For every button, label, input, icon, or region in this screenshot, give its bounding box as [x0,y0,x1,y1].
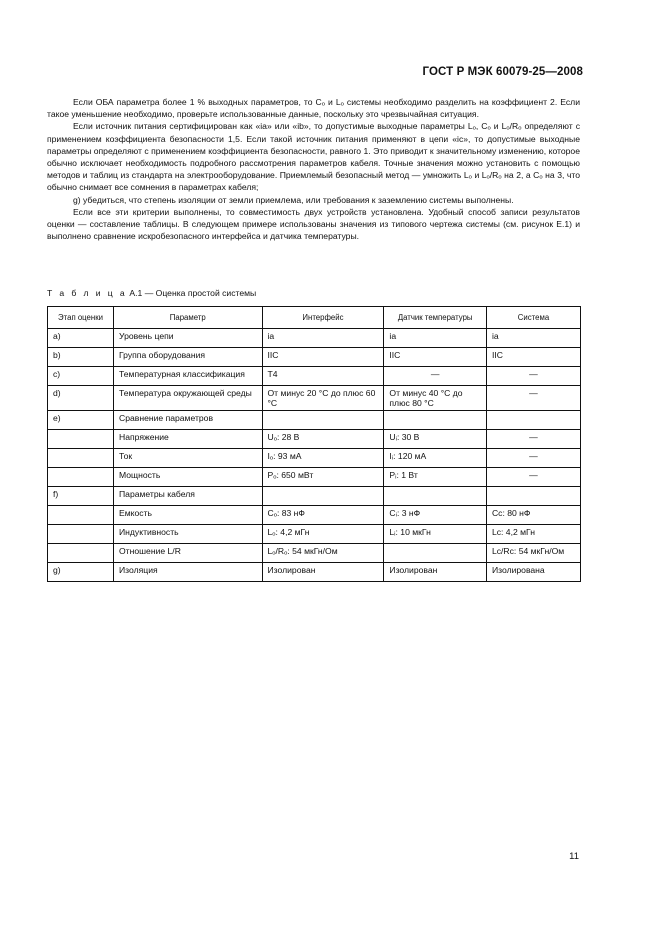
table-cell-system: — [486,430,580,449]
table-cell-iface: Lₒ: 4,2 мГн [262,525,384,544]
table-cell-system [486,411,580,430]
table-cell-system: Изолирована [486,563,580,582]
table-cell-system: ia [486,329,580,348]
table-cell-stage [48,525,114,544]
table-header-row [48,307,581,329]
table-cell-system: Lc/Rc: 54 мкГн/Ом [486,544,580,563]
table-cell-system: — [486,468,580,487]
table-cell-iface: От минус 20 °C до плюс 60 °C [262,386,384,411]
table-cell-stage: f) [48,487,114,506]
table-cell-system: IIC [486,348,580,367]
header-parameter: Параметр [114,307,263,329]
table-row [48,449,581,468]
table-cell-system: — [486,386,580,411]
table-cell-param: Уровень цепи [114,329,263,348]
table-cell-stage [48,449,114,468]
table-cell-system [486,487,580,506]
table-cell-stage: d) [48,386,114,411]
table-cell-stage: g) [48,563,114,582]
table-row [48,468,581,487]
table-cell-param: Отношение L/R [114,544,263,563]
table-row [48,487,581,506]
header-system: Система [486,307,580,329]
table-cell-param: Напряжение [114,430,263,449]
table-cell-sensor: Uᵢ: 30 В [384,430,487,449]
table-cell-iface: Изолирован [262,563,384,582]
header-stage: Этап оценки [48,307,114,329]
table-cell-param: Группа оборудования [114,348,263,367]
caption-number: A.1 [129,288,143,298]
table-cell-param: Мощность [114,468,263,487]
page-number: 11 [569,851,579,862]
table-cell-stage [48,468,114,487]
table-cell-sensor: — [384,367,487,386]
table-row [48,329,581,348]
table-cell-iface: ia [262,329,384,348]
table-cell-param: Емкость [114,506,263,525]
table-body [48,329,581,582]
table-row [48,525,581,544]
table-row [48,430,581,449]
table-cell-stage [48,544,114,563]
table-cell-param: Параметры кабеля [114,487,263,506]
table-row [48,386,581,411]
table-cell-sensor: Изолирован [384,563,487,582]
table-cell-stage: e) [48,411,114,430]
header-sensor: Датчик температуры [384,307,487,329]
body-text [47,96,580,242]
table-cell-iface: Uₒ: 28 В [262,430,384,449]
table-cell-param: Температура окружающей среды [114,386,263,411]
table-row [48,506,581,525]
table-cell-sensor: От минус 40 °C до плюс 80 °C [384,386,487,411]
table-cell-param: Сравнение параметров [114,411,263,430]
table-cell-system: — [486,449,580,468]
table-cell-system: — [486,367,580,386]
table-cell-stage: c) [48,367,114,386]
table-cell-system: Cc: 80 нФ [486,506,580,525]
table-cell-sensor: Iᵢ: 120 мА [384,449,487,468]
table-cell-sensor: ia [384,329,487,348]
table-cell-sensor: IIC [384,348,487,367]
table-cell-iface: IIC [262,348,384,367]
table-cell-param: Изоляция [114,563,263,582]
table-cell-param: Ток [114,449,263,468]
table-cell-stage: b) [48,348,114,367]
table-cell-sensor [384,411,487,430]
paragraph: g) убедиться, что степень изоляции от земли приемлема, или требования к заземлению системы выполнены. [73,194,514,205]
table-cell-iface: Pₒ: 650 мВт [262,468,384,487]
table-cell-sensor: Cᵢ: 3 нФ [384,506,487,525]
table-row [48,411,581,430]
table-row [48,563,581,582]
caption-title: — Оценка простой системы [144,288,257,298]
paragraph: Если ОБА параметра более 1 % выходных параметров, то Cₒ и Lₒ системы необходимо разделить на коэффициент 2. Если такое уменьшение необходимо, проверьте использованные данные, поскольку это чрезвычайная ситуация. [47,97,580,120]
table-cell-param: Температурная классификация [114,367,263,386]
table-cell-sensor [384,487,487,506]
table-row [48,367,581,386]
table-cell-iface: Lₒ/Rₒ: 54 мкГн/Ом [262,544,384,563]
table-cell-iface: Iₒ: 93 мА [262,449,384,468]
table-cell-sensor: Pᵢ: 1 Вт [384,468,487,487]
paragraph: Если все эти критерии выполнены, то совместимость двух устройств установлена. Удобный способ записи результатов оценки — составление таблицы. В следующем примере использованы значения из типового чертежа системы (см. рисунок Е.1) и выполнено сравнение искробезопасного интерфейса и датчика температуры. [47,206,580,242]
table-cell-iface: T4 [262,367,384,386]
table-row [48,348,581,367]
table-cell-sensor [384,544,487,563]
table-row [48,544,581,563]
document-header: ГОСТ Р МЭК 60079-25—2008 [422,66,583,78]
table-cell-sensor: Lᵢ: 10 мкГн [384,525,487,544]
table-cell-system: Lc: 4,2 мГн [486,525,580,544]
header-interface: Интерфейс [262,307,384,329]
table-cell-iface: Cₒ: 83 нФ [262,506,384,525]
table-cell-stage [48,430,114,449]
table-cell-iface [262,411,384,430]
caption-label: Т а б л и ц а [47,288,127,298]
table-cell-stage: a) [48,329,114,348]
table-cell-stage [48,506,114,525]
table-cell-param: Индуктивность [114,525,263,544]
assessment-table [47,306,581,582]
table-cell-iface [262,487,384,506]
table-caption [47,288,256,298]
paragraph: Если источник питания сертифицирован как «ia» или «ib», то допустимые выходные параметры Lₒ, Cₒ и Lₒ/Rₒ определяют с применением коэффициента безопасности 1,5. Если такой источник питания применяют в цепи «ic», то допустимые выходные параметры определяют с применением коэффициента безопасности, равного 1. Это приводит к значительному изменению, которое обычно исключает необходимость подробного рассмотрения параметров кабеля. Точные значения можно установить с помощью методов и таблиц из стандарта на электрооборудование. Приемлемый безопасный метод — умножить Lₒ и Lₒ/Rₒ на 2, а Cₒ на 3, что обычно снимает все сомнения в параметрах кабеля; [47,121,580,193]
